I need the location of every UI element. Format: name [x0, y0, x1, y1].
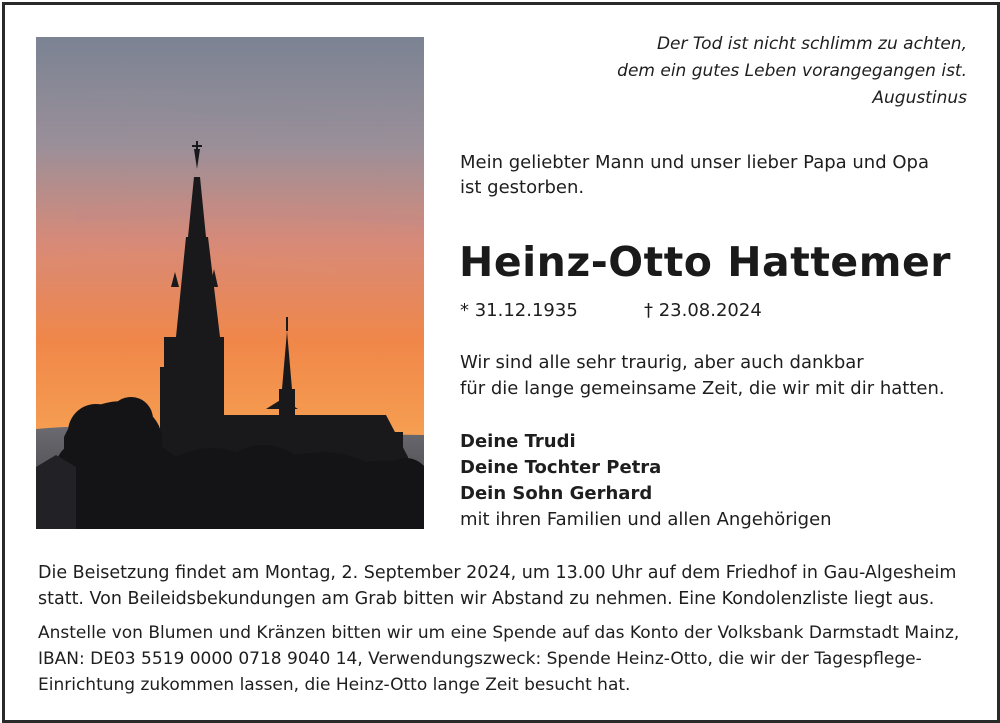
funeral-line: Die Beisetzung findet am Montag, 2. September 2024, um 13.00 Uhr auf dem Friedhof in Gau-Algesheim: [38, 563, 957, 583]
birth-date: * 31.12.1935: [460, 300, 578, 321]
quote-author: Augustinus: [872, 88, 967, 108]
sentiment-text: [460, 350, 945, 402]
intro-line: Mein geliebter Mann und unser lieber Papa und Opa: [460, 152, 929, 173]
sentiment-line: für die lange gemeinsame Zeit, die wir mit dir hatten.: [460, 378, 945, 399]
mourners-list: [460, 429, 832, 533]
church-sunset-photo: [36, 37, 424, 529]
sentiment-line: Wir sind alle sehr traurig, aber auch dankbar: [460, 352, 864, 373]
funeral-details: [38, 560, 956, 612]
family-member: Deine Tochter Petra: [460, 457, 662, 478]
quote-line: dem ein gutes Leben vorangegangen ist.: [617, 61, 967, 81]
donation-line: Einrichtung zukommen lassen, die Heinz-Otto lange Zeit besucht hat.: [38, 675, 631, 695]
donation-line: Anstelle von Blumen und Kränzen bitten wir um eine Spende auf das Konto der Volksbank Darmstadt Mainz,: [38, 623, 960, 643]
deceased-name: Heinz-Otto Hattemer: [459, 238, 951, 286]
intro-line: ist gestorben.: [460, 177, 585, 198]
donation-line: IBAN: DE03 5519 0000 0718 9040 14, Verwendungszweck: Spende Heinz-Otto, die wir der Tagespflege-: [38, 649, 922, 669]
epigraph-quote: [617, 31, 967, 112]
church-silhouette-image: [36, 37, 424, 529]
announcement-intro: [460, 150, 929, 200]
funeral-line: statt. Von Beileidsbekundungen am Grab bitten wir Abstand zu nehmen. Eine Kondolenzliste liegt aus.: [38, 589, 935, 609]
family-member: Deine Trudi: [460, 431, 576, 452]
quote-line: Der Tod ist nicht schlimm zu achten,: [656, 34, 967, 54]
family-others: mit ihren Familien und allen Angehörigen: [460, 509, 832, 530]
donation-request: [38, 620, 959, 698]
death-date: † 23.08.2024: [644, 300, 762, 321]
family-member: Dein Sohn Gerhard: [460, 483, 653, 504]
